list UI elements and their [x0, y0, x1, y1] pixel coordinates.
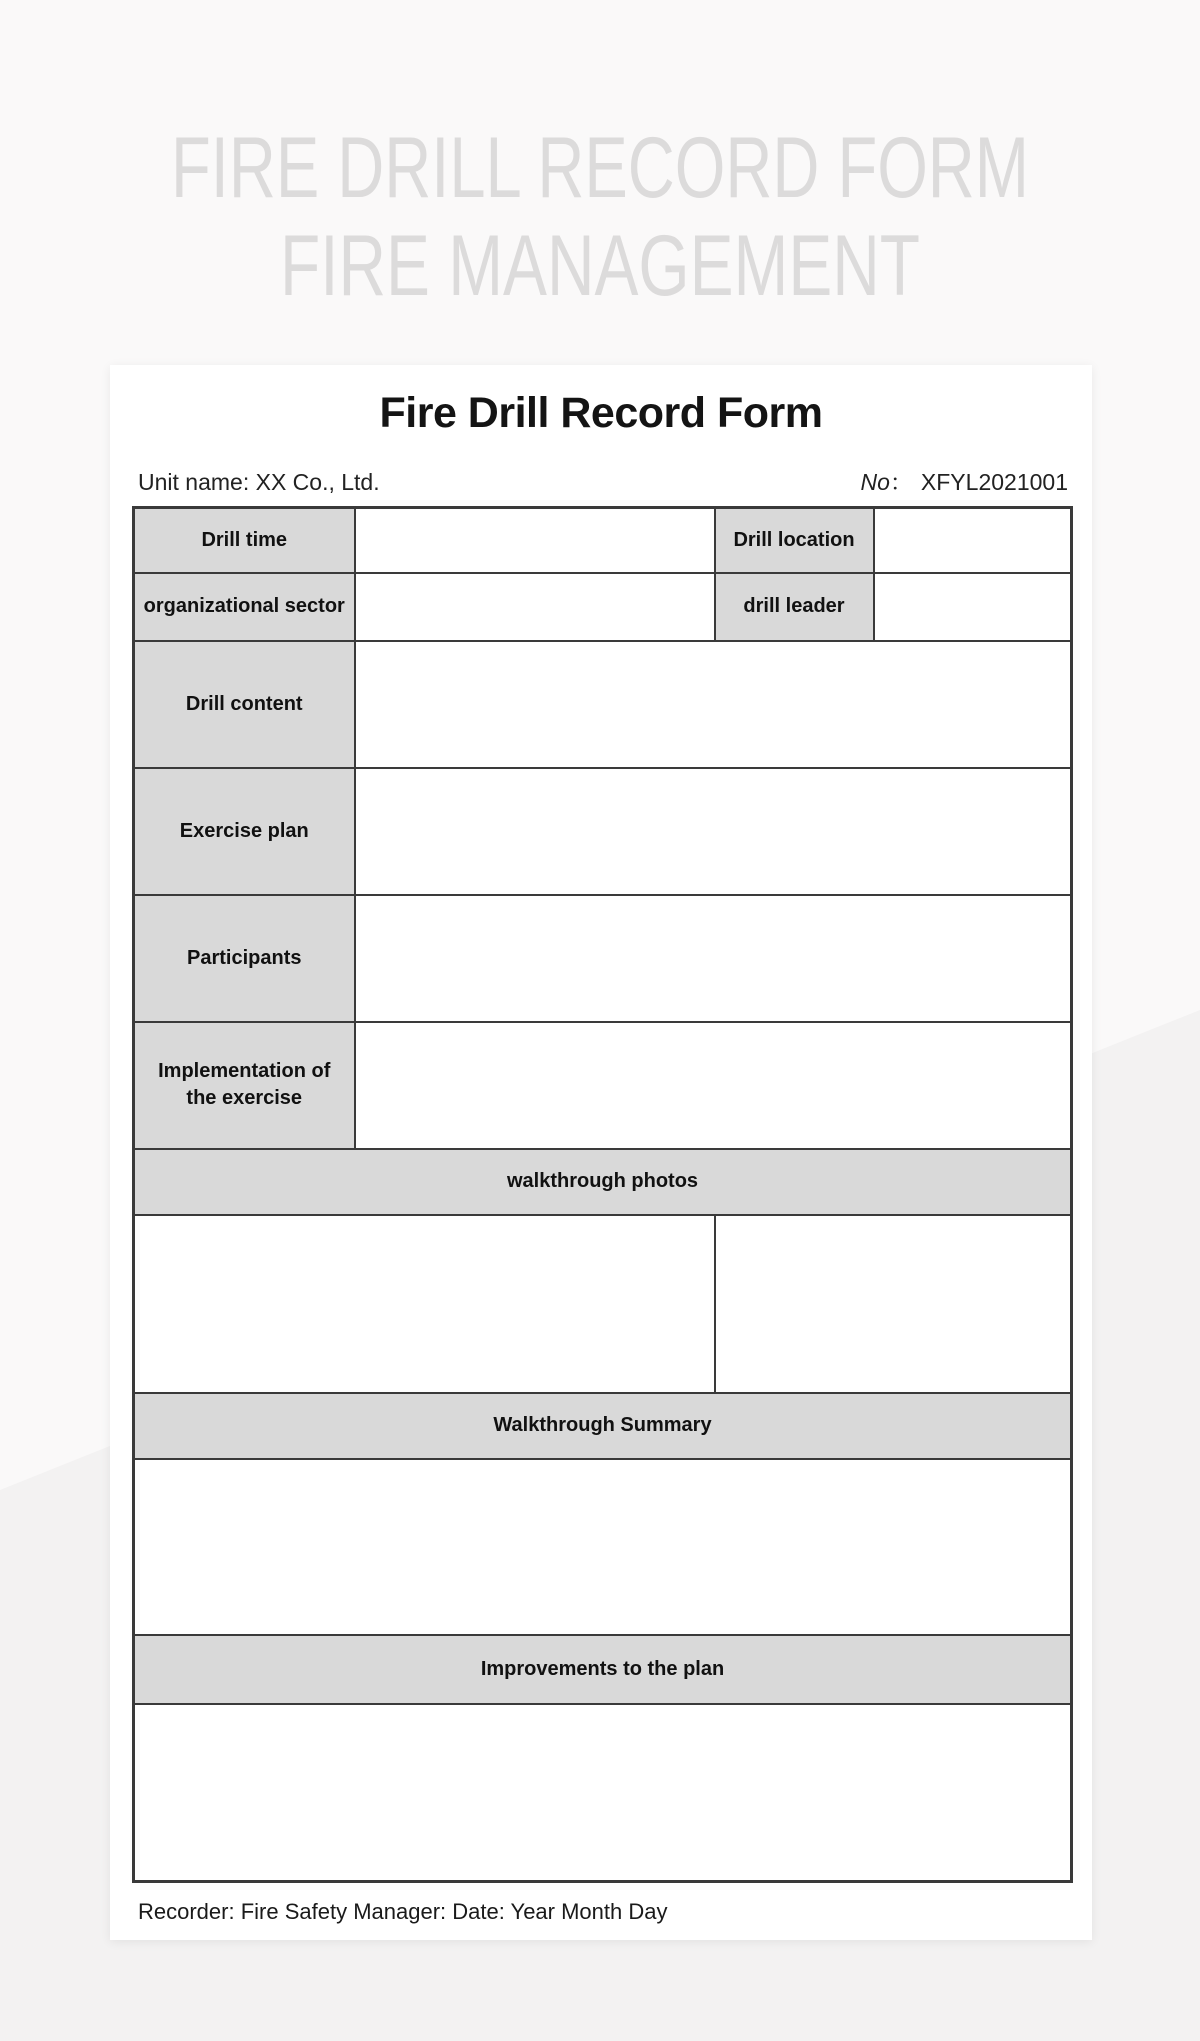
cell-photo-left — [134, 1215, 715, 1393]
improvements-header: Improvements to the plan — [134, 1635, 1072, 1704]
cell-participants-label: Participants — [134, 895, 355, 1022]
form-number-value: XFYL2021001 — [920, 469, 1068, 495]
cell-participants-value — [355, 895, 1072, 1022]
cell-drill-location-label: Drill location — [715, 508, 874, 573]
cell-drill-time-value — [355, 508, 715, 573]
unit-name-text: Unit name: XX Co., Ltd. — [138, 469, 380, 495]
form-title: Fire Drill Record Form — [379, 389, 823, 437]
row-drill-content — [134, 641, 1072, 768]
row-organizational-sector — [134, 573, 1072, 641]
watermark-line-2: FIRE MANAGEMENT — [280, 218, 920, 314]
form-number-separator: ： — [889, 469, 913, 495]
watermark-line-1: FIRE DRILL RECORD FORM — [171, 120, 1029, 216]
cell-organizational-sector-label: organizational sector — [134, 573, 355, 641]
row-exercise-plan — [134, 768, 1072, 895]
form-meta-row — [138, 464, 1068, 497]
row-participants — [134, 895, 1072, 1022]
row-improvements-header — [134, 1635, 1072, 1704]
row-implementation — [134, 1022, 1072, 1149]
row-walkthrough-summary — [134, 1459, 1072, 1635]
form-number-label: No — [860, 469, 890, 495]
recorder-footer-text: Recorder: Fire Safety Manager: Date: Year Month Day — [138, 1899, 668, 1924]
row-walkthrough-photos — [134, 1215, 1072, 1393]
fire-drill-record-table — [132, 506, 1073, 1883]
row-walkthrough-photos-header — [134, 1149, 1072, 1215]
row-improvements — [134, 1704, 1072, 1882]
row-drill-time — [134, 508, 1072, 573]
form-card — [110, 365, 1092, 1940]
form-number — [861, 464, 1068, 497]
cell-implementation-value — [355, 1022, 1072, 1149]
cell-exercise-plan-label: Exercise plan — [134, 768, 355, 895]
cell-drill-leader-value — [874, 573, 1072, 641]
cell-exercise-plan-value — [355, 768, 1072, 895]
cell-drill-location-value — [874, 508, 1072, 573]
cell-improvements-value — [134, 1704, 1072, 1882]
cell-organizational-sector-value — [355, 573, 715, 641]
walkthrough-summary-header: Walkthrough Summary — [134, 1393, 1072, 1459]
cell-drill-content-value — [355, 641, 1072, 768]
cell-walkthrough-summary-value — [134, 1459, 1072, 1635]
cell-drill-time-label: Drill time — [134, 508, 355, 573]
cell-photo-right — [715, 1215, 1072, 1393]
row-walkthrough-summary-header — [134, 1393, 1072, 1459]
cell-drill-leader-label: drill leader — [715, 573, 874, 641]
walkthrough-photos-header: walkthrough photos — [134, 1149, 1072, 1215]
watermark-heading — [0, 0, 1200, 340]
cell-drill-content-label: Drill content — [134, 641, 355, 768]
cell-implementation-label: Implementation of the exercise — [134, 1022, 355, 1149]
